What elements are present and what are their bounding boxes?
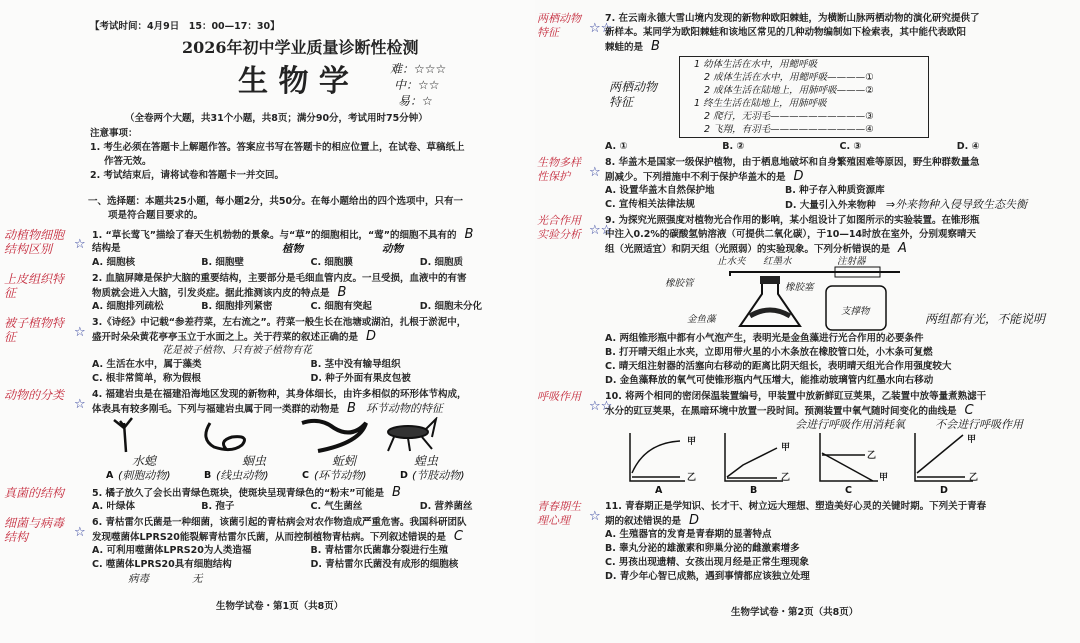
q10-answer: C xyxy=(964,403,974,418)
graph-label-b: B xyxy=(750,485,758,496)
q11-option-c: C. 男孩出现遗精、女孩出现月经是正常生理现象 xyxy=(605,557,809,568)
star-icon: ☆☆ xyxy=(589,223,613,238)
key-line: 2 爬行，无羽毛——————————③ xyxy=(704,111,874,122)
series-yi: 乙 xyxy=(969,473,979,483)
q4-group-c: (环节动物) xyxy=(314,469,367,482)
q5-option-d: D. 营养菌丝 xyxy=(419,501,473,512)
question-4 xyxy=(0,388,529,484)
question-2 xyxy=(0,272,529,314)
series-jia: 甲 xyxy=(967,435,977,445)
label-red-ink: 红墨水 xyxy=(763,256,792,267)
q10-note: 呼吸作用 xyxy=(537,390,581,403)
difficulty-medium: 中：☆☆ xyxy=(394,78,440,92)
q9-option-b: B. 打开晴天组止水夹，立即用带火星的小木条放在橡胶管口处，小木条可复燃 xyxy=(605,347,933,358)
q9-stem-3: 组（光照适宜）和阴天组（光照弱）的实验现象。下列分析错误的是 xyxy=(605,244,891,255)
q2-option-b: B. 细胞排列紧密 xyxy=(201,301,273,312)
q7-stem: 7. 在云南永德大雪山境内发现的新物种欧阳棘蛙，为横断山脉两栖动物的演化研究提供了 xyxy=(605,13,980,24)
q5-note: 真菌的结构 xyxy=(4,486,65,500)
q7-option-b: B. ② xyxy=(722,141,745,152)
q4-stem-2: 体表具有较多刚毛。下列与福建岩虫属于同一类群的动物是 xyxy=(92,404,340,415)
q1-answer: B xyxy=(464,227,474,242)
q1-note: 动植物细胞结构区别 xyxy=(4,228,65,256)
q8-stem: 8. 华盖木是国家一级保护植物，由于栖息地破坏和自身繁殖困难等原因，野生种群数量急 xyxy=(605,157,980,168)
q6-mark-2: 无 xyxy=(192,573,203,585)
exam-page-1 xyxy=(0,0,535,643)
q10-mark-2: 不会进行呼吸作用 xyxy=(935,418,1023,431)
notice-2: 2. 考试结束后，请将试卷和答题卡一并交回。 xyxy=(90,170,285,181)
q7-answer: B xyxy=(651,39,660,54)
q8-option-c: C. 宣传相关法律法规 xyxy=(605,199,695,210)
series-jia: 甲 xyxy=(879,473,889,483)
q4-name-b: 蛔虫 xyxy=(242,454,267,468)
q5-option-b: B. 孢子 xyxy=(201,501,235,512)
question-1 xyxy=(0,228,529,270)
q8-option-a: A. 设置华盖木自然保护地 xyxy=(605,185,715,196)
q2-option-a: A. 细胞排列疏松 xyxy=(92,301,164,312)
q8-stem-2: 剧减少。下列措施中不利于保护华盖木的是 xyxy=(605,172,786,183)
q11-option-b: B. 睾丸分泌的雄激素和卵巢分泌的雌激素增多 xyxy=(605,543,800,554)
difficulty-easy: 易：☆ xyxy=(398,94,433,108)
q3-option-a: A. 生活在水中，属于藻类 xyxy=(92,359,202,370)
experiment-apparatus xyxy=(700,258,920,332)
q9-answer: A xyxy=(898,241,907,256)
q4-group-d: (节肢动物) xyxy=(412,469,465,482)
graph-label-d: D xyxy=(940,485,948,496)
question-5 xyxy=(0,486,529,514)
q4-label-b: B xyxy=(204,470,212,481)
q4-group-a: (刺胞动物) xyxy=(118,469,171,482)
oxygen-curves xyxy=(625,433,1005,483)
q6-option-b: B. 青枯雷尔氏菌靠分裂进行生殖 xyxy=(310,545,449,556)
question-10 xyxy=(535,390,1074,498)
question-6 xyxy=(0,516,529,586)
q6-answer: C xyxy=(453,529,463,544)
q4-group-b: (线虫动物) xyxy=(216,469,269,482)
label-support: 支撑物 xyxy=(841,306,870,317)
star-icon: ☆ xyxy=(74,237,86,252)
q11-stem: 11. 青春期正是学知识、长才干、树立远大理想、塑造美好心灵的关键时期。下列关于青春 xyxy=(605,501,987,512)
star-icon: ☆ xyxy=(74,397,86,412)
q5-stem: 5. 橘子放久了会长出青绿色斑块，使斑块呈现青绿色的“粉末”可能是 xyxy=(92,488,385,499)
q7-stem-3: 棘蛙的是 xyxy=(605,42,644,53)
series-yi: 乙 xyxy=(867,451,877,461)
q11-note: 青春期生理心理 xyxy=(537,500,581,527)
q10-mark: 会进行呼吸作用消耗氧 xyxy=(795,418,905,431)
question-7 xyxy=(535,12,1074,154)
q1-stem: 1. “草长莺飞”描绘了春天生机勃勃的景象。与“草”的细胞相比，“莺”的细胞不具有的 xyxy=(92,230,457,241)
star-icon: ☆☆ xyxy=(589,21,613,36)
q6-mark: 病毒 xyxy=(128,573,149,585)
q8-note: 生物多样性保护 xyxy=(537,156,581,183)
q2-note: 上皮组织特征 xyxy=(4,272,65,300)
q4-name-d: 蝗虫 xyxy=(414,454,439,468)
q11-option-a: A. 生殖器官的发育是青春期的显著特点 xyxy=(605,529,772,540)
question-9 xyxy=(535,214,1074,388)
graph-label-a: A xyxy=(655,485,663,496)
q4-name-a: 水螅 xyxy=(132,454,157,468)
label-syringe: 注射器 xyxy=(837,256,866,267)
q6-option-a: A. 可利用噬菌体LPRS20为人类造福 xyxy=(92,545,252,556)
q10-stem: 10. 将两个相同的密闭保温装置编号，甲装置中放新鲜豇豆荚果，乙装置中放等量煮熟滤干 xyxy=(605,391,987,402)
q7-option-d: D. ④ xyxy=(956,141,980,152)
series-yi: 乙 xyxy=(687,473,697,483)
section-title-2: 项是符合题目要求的。 xyxy=(108,210,204,221)
exam-title: 2026年初中学业质量诊断性检测 xyxy=(182,38,419,57)
series-jia: 甲 xyxy=(781,443,791,453)
q9-option-a: A. 两组锥形瓶中都有小气泡产生，表明光是金鱼藻进行光合作用的必要条件 xyxy=(605,333,924,344)
question-11 xyxy=(535,500,1074,584)
q9-option-c: C. 晴天组注射器的活塞向右移动的距离比阴天组长，表明晴天组光合作用强度较大 xyxy=(605,361,952,372)
series-jia: 甲 xyxy=(687,437,697,447)
q4-note: 动物的分类 xyxy=(4,388,65,402)
notice-1: 1. 考生必须在答题卡上解题作答。答案应书写在答题卡的相应位置上，在试卷、草稿纸上 xyxy=(90,142,465,153)
q9-option-d: D. 金鱼藻释放的氧气可使锥形瓶内气压增大，能推动玻璃管内红墨水向右移动 xyxy=(605,375,934,386)
q2-stem: 2. 血脑屏障是保护大脑的重要结构，主要部分是毛细血管内皮。一旦受损，血液中的有害 xyxy=(92,273,467,284)
q4-answer: B xyxy=(347,401,356,416)
q6-option-d: D. 青枯雷尔氏菌没有成形的细胞核 xyxy=(310,559,459,570)
q8-answer: D xyxy=(793,169,804,184)
q5-option-c: C. 气生菌丝 xyxy=(310,501,363,512)
exam-page-2 xyxy=(535,0,1080,643)
q6-note: 细菌与病毒结构 xyxy=(4,516,65,544)
questions-page-2 xyxy=(535,12,1074,586)
section-title: 一、选择题：本题共25小题，每小题2分，共50分。在每小题给出的四个选项中，只有一 xyxy=(88,196,464,207)
key-line: 2 成体生活在陆地上，用肺呼吸———② xyxy=(704,85,874,96)
q4-side-note: 环节动物的特征 xyxy=(365,402,443,415)
questions-page-1 xyxy=(0,228,529,588)
star-icon: ☆ xyxy=(589,165,601,180)
exam-info: （全卷两个大题，共31个小题，共8页；满分90分，考试用时75分钟） xyxy=(125,113,428,124)
q3-option-b: B. 茎中没有输导组织 xyxy=(310,359,401,370)
question-8 xyxy=(535,156,1074,212)
series-yi: 乙 xyxy=(781,473,791,483)
q9-mark: 两组都有光，不能说明 xyxy=(925,312,1046,326)
q4-label-d: D xyxy=(400,470,408,481)
key-line: 2 成体生活在水中，用鳃呼吸————① xyxy=(704,72,874,83)
animal-illustrations-area xyxy=(92,416,529,454)
label-stopper: 橡胶塞 xyxy=(785,282,814,293)
subject-title: 生 物 学 xyxy=(238,64,349,99)
q1-option-b: B. 细胞壁 xyxy=(201,257,244,268)
star-icon: ☆ xyxy=(74,525,86,540)
q3-stem: 3.《诗经》中记载“参差荇菜，左右流之”。荇菜一般生长在池塘或湖泊，扎根于淤泥中， xyxy=(92,317,467,328)
star-icon: ☆ xyxy=(74,325,86,340)
q6-stem-2: 发现噬菌体LPRS20能裂解青枯雷尔氏菌，从而控制植物青枯病。下列叙述错误的是 xyxy=(92,532,446,543)
q9-stem: 9. 为探究光照强度对植物光合作用的影响，某小组设计了如图所示的实验装置。在锥形瓶 xyxy=(605,215,980,226)
q11-option-d: D. 青少年心智已成熟，遇到事情都应该独立处理 xyxy=(605,571,810,582)
label-clamp: 止水夹 xyxy=(717,256,746,267)
q1-mark: 植物 xyxy=(282,243,303,255)
q1-option-d: D. 细胞质 xyxy=(419,257,464,268)
q5-answer: B xyxy=(392,485,401,500)
page-footer: 生物学试卷・第1页（共8页） xyxy=(216,601,344,612)
q2-option-c: C. 细胞有突起 xyxy=(310,301,372,312)
key-line: 2 飞翔，有羽毛——————————④ xyxy=(704,124,874,135)
q9-note: 光合作用实验分析 xyxy=(537,214,581,241)
q3-option-c: C. 根非常简单，称为假根 xyxy=(92,373,201,384)
q5-option-a: A. 叶绿体 xyxy=(92,501,135,512)
q3-stem-2: 盛开时朵朵黄花亭亭玉立于水面之上。关于荇菜的叙述正确的是 xyxy=(92,332,359,343)
q10-stem-2: 水分的豇豆荚果，在黑暗环境中放置一段时间。预测装置中氧气随时间变化的曲线是 xyxy=(605,406,957,417)
q7-option-c: C. ③ xyxy=(839,141,862,152)
oxygen-curves-area xyxy=(605,432,1074,484)
q2-option-d: D. 细胞未分化 xyxy=(419,301,483,312)
label-hornwort: 金鱼藻 xyxy=(687,314,716,325)
q1-option-a: A. 细胞核 xyxy=(92,257,135,268)
q2-stem-2: 物质就会进入大脑，引发炎症。据此推测该内皮的特点是 xyxy=(92,288,330,299)
star-icon: ☆ xyxy=(589,509,601,524)
q8-option-b: B. 种子存入种质资源库 xyxy=(785,185,885,196)
graph-label-c: C xyxy=(845,485,852,496)
star-icon: ☆☆ xyxy=(589,399,613,414)
q7-note: 两栖动物特征 xyxy=(537,12,581,39)
exam-time: 【考试时间：4月9日 15：00—17：30】 xyxy=(90,21,280,32)
experiment-apparatus-area xyxy=(605,256,1074,332)
dichotomous-key-area xyxy=(605,54,1074,140)
key-line: 1 幼体生活在水中，用鳃呼吸 xyxy=(694,59,818,70)
q7-stem-2: 新样本。某同学为欧阳棘蛙和该地区常见的几种动物编制如下检索表，其中能代表欧阳 xyxy=(605,27,967,38)
notice-title: 注意事项： xyxy=(90,128,138,139)
q11-stem-2: 期的叙述错误的是 xyxy=(605,516,682,527)
dichotomous-key xyxy=(679,56,929,138)
q1-option-c: C. 细胞膜 xyxy=(310,257,353,268)
q8-option-d: D. 大量引入外来物种 xyxy=(785,200,876,211)
notice-1b: 作答无效。 xyxy=(104,156,152,167)
key-line: 1 终生生活在陆地上，用肺呼吸 xyxy=(694,98,827,109)
q4-label-a: A xyxy=(106,470,114,481)
q3-mark: 花是被子植物、只有被子植物有花 xyxy=(162,345,312,356)
q7-mark: 两栖动物特征 xyxy=(609,80,658,109)
q11-answer: D xyxy=(689,513,700,528)
q9-stem-2: 中注入0.2%的碳酸氢钠溶液（可提供二氧化碳），于10—14时放在室外，分别观察晴天 xyxy=(605,229,977,240)
q6-option-c: C. 噬菌体LPRS20具有细胞结构 xyxy=(92,559,232,570)
q4-label-c: C xyxy=(302,470,309,481)
q1-stem-2: 结构是 xyxy=(92,243,121,254)
q8-mark: ⇒外来物种入侵导致生态失衡 xyxy=(885,198,1028,211)
page-footer: 生物学试卷・第2页（共8页） xyxy=(731,607,859,618)
q3-answer: D xyxy=(366,329,377,344)
q2-answer: B xyxy=(337,285,347,300)
question-3 xyxy=(0,316,529,386)
animal-illustrations xyxy=(102,417,442,453)
q3-note: 被子植物特征 xyxy=(4,316,65,344)
difficulty-hard: 难：☆☆☆ xyxy=(390,62,447,76)
q4-stem: 4. 福建岩虫是在福建沿海地区发现的新物种，其身体细长，由许多相似的环形体节构成， xyxy=(92,389,467,400)
q3-option-d: D. 种子外面有果皮包被 xyxy=(310,373,411,384)
q1-mark-2: 动物 xyxy=(382,243,403,255)
label-rubber-tube: 橡胶管 xyxy=(665,278,694,289)
q7-option-a: A. ① xyxy=(605,141,628,152)
q4-name-c: 蚯蚓 xyxy=(332,454,357,468)
q6-stem: 6. 青枯雷尔氏菌是一种细菌，该菌引起的青枯病会对农作物造成严重危害。我国科研团队 xyxy=(92,517,467,528)
